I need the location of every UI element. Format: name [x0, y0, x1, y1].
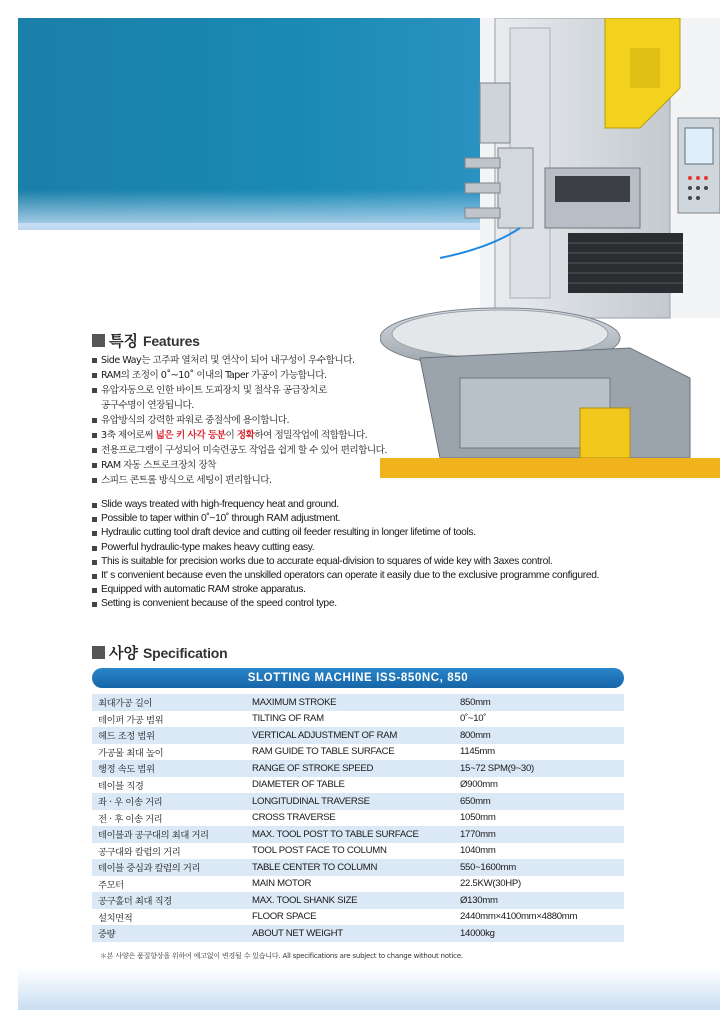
spec-cell-en: MAIN MOTOR: [252, 878, 312, 890]
spec-cell-value: Ø130mm: [460, 894, 498, 906]
features-heading: [92, 330, 200, 351]
spec-cell-en: RAM GUIDE TO TABLE SURFACE: [252, 746, 395, 758]
table-row: [92, 810, 624, 827]
spec-cell-ko: 행정 속도 범위: [98, 764, 155, 776]
spec-cell-value: Ø900mm: [460, 779, 498, 791]
spec-cell-value: 2440mm×4100mm×4880mm: [460, 911, 578, 923]
spec-cell-value: 1040mm: [460, 845, 496, 857]
table-row: [92, 843, 624, 860]
list-item: Setting is convenient because of the speed control type.: [92, 597, 712, 611]
spec-cell-value: 800mm: [460, 729, 491, 741]
spec-table-title: SLOTTING MACHINE ISS-850NC, 850: [92, 668, 624, 688]
list-item: RAM의 조정이 0˚~10˚ 이내의 Taper 가공이 가능합니다.: [92, 368, 472, 383]
spec-title-en: Specification: [142, 644, 228, 661]
table-row: [92, 760, 624, 777]
table-row: [92, 925, 624, 942]
spec-cell-ko: 설치면적: [98, 912, 133, 924]
spec-cell-en: FLOOR SPACE: [252, 911, 317, 923]
spec-cell-en: VERTICAL ADJUSTMENT OF RAM: [252, 729, 398, 741]
spec-cell-ko: 중량: [98, 929, 116, 941]
list-text: 이: [225, 430, 235, 441]
highlight-text: 정확: [236, 430, 255, 441]
list-text: 3축 제어로써: [101, 430, 153, 441]
spec-cell-ko: 공구홀더 최대 직경: [98, 896, 172, 908]
table-row: [92, 892, 624, 909]
table-row: [92, 744, 624, 761]
list-item: Slide ways treated with high-frequency heat and ground.: [92, 498, 712, 512]
list-item: [92, 428, 472, 443]
spec-cell-value: 15~72 SPM(9~30): [460, 762, 534, 774]
list-item: Powerful hydraulic-type makes heavy cutting easy.: [92, 541, 712, 555]
features-ko-list: [92, 353, 472, 488]
spec-cell-value: 850mm: [460, 696, 491, 708]
spec-cell-en: MAX. TOOL POST TO TABLE SURFACE: [252, 828, 419, 840]
highlight-text: 넓은 키 사각 등분: [155, 430, 226, 441]
list-item: 공구수명이 연장됩니다.: [101, 400, 194, 411]
list-item: RAM 자동 스트로크장치 장착: [92, 458, 472, 473]
spec-cell-en: LONGITUDINAL TRAVERSE: [252, 795, 370, 807]
spec-cell-value: 22.5KW(30HP): [460, 878, 521, 890]
list-item: Side Way는 고주파 열처리 및 연삭이 되어 내구성이 우수합니다.: [92, 353, 472, 368]
spec-cell-ko: 테이퍼 가공 범위: [98, 714, 164, 726]
spec-table: [92, 694, 624, 942]
spec-cell-value: 1770mm: [460, 828, 496, 840]
list-item: Hydraulic cutting tool draft device and cutting oil feeder resulting in longer lifetime of tools.: [92, 526, 712, 540]
spec-cell-en: TOOL POST FACE TO COLUMN: [252, 845, 387, 857]
list-item: 전용프로그램이 구성되어 미숙련공도 작업을 쉽게 할 수 있어 편리합니다.: [92, 443, 472, 458]
table-row: [92, 876, 624, 893]
spec-cell-value: 1050mm: [460, 812, 496, 824]
spec-cell-en: RANGE OF STROKE SPEED: [252, 762, 374, 774]
features-title-ko: 특징: [109, 332, 138, 350]
spec-title-ko: 사양: [109, 644, 138, 662]
table-row: [92, 826, 624, 843]
table-row: [92, 727, 624, 744]
table-row: [92, 909, 624, 926]
spec-cell-ko: 가공물 최대 높이: [98, 747, 164, 759]
table-row: [92, 859, 624, 876]
spec-cell-en: DIAMETER OF TABLE: [252, 779, 345, 791]
spec-cell-value: 0˚~10˚: [460, 713, 487, 725]
spec-cell-en: MAX. TOOL SHANK SIZE: [252, 894, 358, 906]
list-item: 스피드 콘트롤 방식으로 세팅이 편리합니다.: [92, 473, 472, 488]
spec-cell-value: 1145mm: [460, 746, 495, 758]
spec-cell-ko: 전 · 후 이송 거리: [98, 813, 163, 825]
spec-cell-ko: 공구대와 칼럼의 거리: [98, 846, 181, 858]
table-row: [92, 793, 624, 810]
features-title-en: Features: [142, 332, 200, 349]
spec-cell-value: 14000kg: [460, 927, 495, 939]
spec-cell-en: TABLE CENTER TO COLUMN: [252, 861, 378, 873]
spec-cell-ko: 테이블과 공구대의 최대 거리: [98, 830, 209, 842]
spec-cell-value: 550~1600mm: [460, 861, 516, 873]
footnote: ＊본 사양은 품질향상을 위하여 예고없이 변경될 수 있습니다. All specifications are subject to change without notice.: [100, 952, 463, 960]
footer-fade: [18, 968, 720, 1010]
list-item: 유압방식의 강력한 파워로 중절삭에 용이합니다.: [92, 413, 472, 428]
features-en-list: [92, 498, 712, 612]
list-item: Possible to taper within 0˚~10˚ through RAM adjustment.: [92, 512, 712, 526]
spec-cell-en: CROSS TRAVERSE: [252, 812, 336, 824]
list-item: It' s convenient because even the unskilled operators can operate it easily due to the exclusive programme configured.: [92, 569, 712, 583]
spec-cell-en: TILTING OF RAM: [252, 713, 324, 725]
spec-heading: [92, 642, 228, 663]
spec-cell-en: ABOUT NET WEIGHT: [252, 927, 343, 939]
spec-cell-ko: 주모터: [98, 879, 124, 891]
spec-cell-ko: 헤드 조정 범위: [98, 731, 155, 743]
table-row: [92, 711, 624, 728]
list-item: This is suitable for precision works due to accurate equal-division to squares of wide key with 3axes control.: [92, 555, 712, 569]
list-item: Equipped with automatic RAM stroke apparatus.: [92, 583, 712, 597]
spec-cell-ko: 좌 · 우 이송 거리: [98, 797, 163, 809]
spec-cell-ko: 최대가공 길이: [98, 698, 153, 710]
spec-cell-en: MAXIMUM STROKE: [252, 696, 337, 708]
heading-square-icon: [92, 334, 105, 347]
spec-cell-ko: 테이블 직경: [98, 780, 144, 792]
spec-cell-ko: 테이블 중심과 칼럼의 거리: [98, 863, 201, 875]
list-item: 유압자동으로 인한 바이트 도피장치 및 절삭유 공급장치로: [92, 383, 472, 398]
spec-cell-value: 650mm: [460, 795, 491, 807]
heading-square-icon: [92, 646, 105, 659]
table-row: [92, 777, 624, 794]
list-text: 하여 정밀작업에 적합합니다.: [254, 430, 368, 441]
table-row: [92, 694, 624, 711]
